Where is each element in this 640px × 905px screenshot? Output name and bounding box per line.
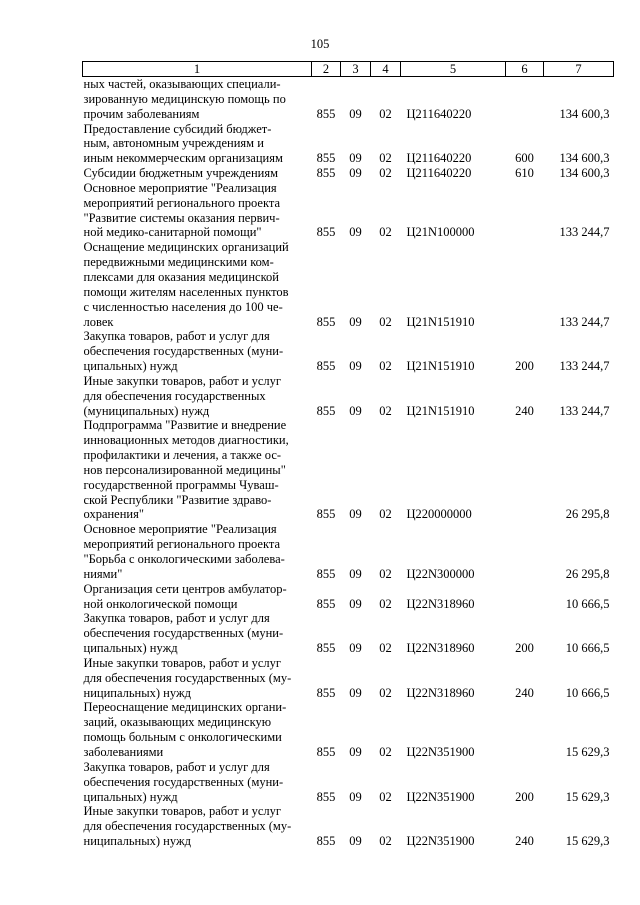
row-description: Иные закупки товаров, работ и услуг для обеспечения государственных (муниципальных) нужд [83,373,282,418]
row-section-code: 09 [349,314,362,329]
row-subsection-code: 02 [379,685,392,700]
row-target-article: Ц21N151910 [406,359,475,374]
row-expense-type [506,181,544,240]
row-amount: 15 629,3 [565,744,610,759]
row-section-code: 09 [349,359,362,374]
header-col-1: 1 [83,62,312,77]
row-description: Субсидии бюджетным учреждениям [83,166,279,181]
header-col-5: 5 [401,62,506,77]
row-amount: 10 666,5 [565,685,610,700]
row-target-article: Ц22N351900 [406,834,475,849]
row-expense-type: 610 [515,166,534,181]
row-section-code: 09 [349,225,362,240]
row-description: Иные закупки товаров, работ и услуг для обеспечения государственных (му- ниципальных) нужд [83,804,292,849]
row-subsection-code: 02 [379,507,392,522]
row-subsection-code: 02 [379,641,392,656]
row-ministry-code: 855 [316,596,336,611]
row-expense-type [506,522,544,581]
row-expense-type: 200 [515,641,534,656]
row-description: Закупка товаров, работ и услуг для обеспечения государственных (муни- ципальных) нужд [83,611,284,656]
row-ministry-code: 855 [316,685,336,700]
row-subsection-code: 02 [379,789,392,804]
row-section-code: 09 [349,566,362,581]
table-row [83,611,614,656]
row-amount: 133 244,7 [559,314,610,329]
row-target-article: Ц21N151910 [406,403,475,418]
row-description: Предоставление субсидий бюджет- ным, автономным учреждениям и иным некоммерческим организациям [83,121,283,166]
table-row [83,522,614,581]
row-target-article: Ц211640220 [406,106,472,121]
row-amount: 15 629,3 [565,789,610,804]
row-subsection-code: 02 [379,225,392,240]
row-amount: 133 244,7 [559,359,610,374]
row-subsection-code: 02 [379,834,392,849]
row-expense-type: 240 [515,685,534,700]
row-description: Закупка товаров, работ и услуг для обеспечения государственных (муни- ципальных) нужд [83,329,284,374]
row-amount: 10 666,5 [565,596,610,611]
row-ministry-code: 855 [316,566,336,581]
budget-table [82,61,614,849]
header-col-3: 3 [341,62,371,77]
row-ministry-code: 855 [316,507,336,522]
row-section-code: 09 [349,403,362,418]
row-section-code: 09 [349,507,362,522]
table-row [83,329,614,374]
row-target-article: Ц21N151910 [406,314,475,329]
row-subsection-code: 02 [379,166,392,181]
row-expense-type [506,582,544,612]
row-section-code: 09 [349,596,362,611]
row-description: Организация сети центров амбулатор- ной онкологической помощи [83,581,287,611]
row-section-code: 09 [349,744,362,759]
table-row [83,418,614,522]
table-row [83,760,614,805]
row-description: Основное мероприятие "Реализация мероприятий регионального проекта "Развитие системы оказания первич- ной медико-санитарной помощи" [83,180,281,240]
table-row [83,804,614,849]
row-expense-type: 240 [515,834,534,849]
row-description: ных частей, оказывающих специали- зированную медицинскую помощь по прочим заболеваниям [83,77,286,121]
row-expense-type: 240 [515,403,534,418]
row-ministry-code: 855 [316,641,336,656]
row-subsection-code: 02 [379,596,392,611]
table-row [83,374,614,419]
row-ministry-code: 855 [316,789,336,804]
row-target-article: Ц22N318960 [406,685,475,700]
row-ministry-code: 855 [316,403,336,418]
row-amount: 15 629,3 [565,834,610,849]
row-target-article: Ц22N318960 [406,641,475,656]
table-body [83,77,614,849]
row-amount: 26 295,8 [565,566,610,581]
row-subsection-code: 02 [379,359,392,374]
table-row [83,656,614,701]
row-section-code: 09 [349,106,362,121]
row-section-code: 09 [349,166,362,181]
row-section-code: 09 [349,834,362,849]
row-target-article: Ц21N100000 [406,225,475,240]
row-target-article: Ц22N318960 [406,596,475,611]
row-amount: 134 600,3 [559,106,610,121]
row-subsection-code: 02 [379,106,392,121]
table-row [83,181,614,240]
row-description: Закупка товаров, работ и услуг для обеспечения государственных (муни- ципальных) нужд [83,759,284,804]
row-ministry-code: 855 [316,151,336,166]
row-description: Переоснащение медицинских органи- заций, оказывающих медицинскую помощь больным с онкологическими заболеваниями [83,700,287,759]
row-ministry-code: 855 [316,106,336,121]
table-row [83,166,614,181]
row-amount: 134 600,3 [559,166,610,181]
row-expense-type: 200 [515,789,534,804]
table-row [83,77,614,122]
row-expense-type [506,700,544,759]
table-row [83,700,614,759]
page-number: 105 [310,37,330,51]
row-target-article: Ц22N351900 [406,789,475,804]
table-row [83,122,614,167]
row-section-code: 09 [349,685,362,700]
header-col-4: 4 [371,62,401,77]
row-expense-type: 600 [515,151,534,166]
row-target-article: Ц22N351900 [406,744,475,759]
row-target-article: Ц220000000 [406,507,472,522]
table-row [83,240,614,329]
row-ministry-code: 855 [316,166,336,181]
row-description: Иные закупки товаров, работ и услуг для обеспечения государственных (му- ниципальных) нужд [83,655,292,700]
row-ministry-code: 855 [316,359,336,374]
row-amount: 26 295,8 [565,507,610,522]
row-amount: 10 666,5 [565,641,610,656]
table-row [83,582,614,612]
row-section-code: 09 [349,641,362,656]
row-subsection-code: 02 [379,403,392,418]
row-amount: 133 244,7 [559,225,610,240]
header-col-6: 6 [506,62,544,77]
row-expense-type: 200 [515,359,534,374]
row-ministry-code: 855 [316,314,336,329]
row-ministry-code: 855 [316,225,336,240]
row-expense-type [506,418,544,522]
row-description: Основное мероприятие "Реализация мероприятий регионального проекта "Борьба с онкологическими заболева- ниями" [83,522,285,581]
row-ministry-code: 855 [316,744,336,759]
header-col-2: 2 [312,62,341,77]
row-subsection-code: 02 [379,314,392,329]
header-col-7: 7 [544,62,614,77]
row-subsection-code: 02 [379,151,392,166]
row-target-article: Ц22N300000 [406,566,475,581]
row-description: Оснащение медицинских организаций передвижными медицинскими ком- плексами для оказания медицинской помощи жителям населенных пунктов с численностью населения до 100 че- ловек [83,240,289,329]
row-ministry-code: 855 [316,834,336,849]
row-subsection-code: 02 [379,566,392,581]
row-description: Подпрограмма "Развитие и внедрение инновационных методов диагностики, профилактики и лечения, а также ос- нов персонализированной медицины" государственной программы Чуваш- ской Республики "Развитие здраво- охранения" [83,418,289,522]
row-subsection-code: 02 [379,744,392,759]
row-amount: 134 600,3 [559,151,610,166]
row-section-code: 09 [349,789,362,804]
row-expense-type [506,240,544,329]
row-expense-type [506,77,544,122]
row-target-article: Ц211640220 [406,151,472,166]
row-amount: 133 244,7 [559,403,610,418]
row-section-code: 09 [349,151,362,166]
row-target-article: Ц211640220 [406,166,472,181]
table-header-row [83,62,614,77]
